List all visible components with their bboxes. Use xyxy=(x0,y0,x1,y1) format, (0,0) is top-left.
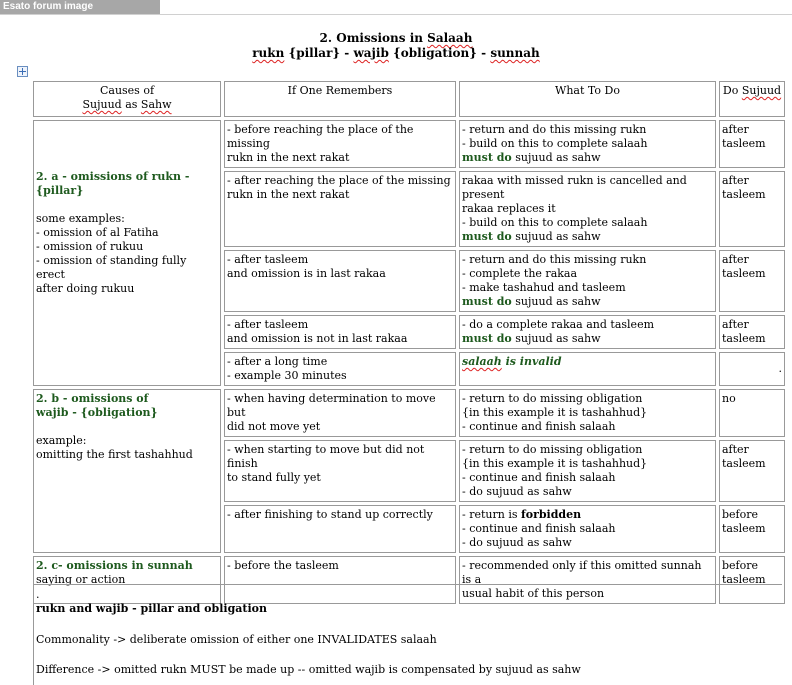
sujuud-cell: before tasleem xyxy=(719,505,785,553)
table-row xyxy=(33,120,785,168)
sujuud-cell: after tasleem xyxy=(719,171,785,247)
notes-section: . rukn and wajib - pillar and obligation Commonality -> deliberate omission of either one INVALIDATES salaah Difference -> omitted rukn MUST be made up -- omitted wajib is compensated by sujuud as sahw xyxy=(33,584,782,685)
sujuud-cell: before tasleem xyxy=(719,556,785,604)
what-cell: - return and do this missing rukn - build on this to complete salaah must do sujuud as sahw xyxy=(459,120,716,168)
sujuud-cell: after tasleem xyxy=(719,315,785,349)
sujuud-cell: after tasleem xyxy=(719,440,785,502)
what-cell: - return to do missing obligation {in this example it is tashahhud} - continue and finish salaah xyxy=(459,389,716,437)
when-cell: - after tasleem and omission is not in last rakaa xyxy=(224,315,456,349)
header-what-to-do: What To Do xyxy=(459,81,716,117)
banner-divider xyxy=(0,14,792,15)
table-row xyxy=(33,389,785,437)
when-cell: - after tasleem and omission is in last rakaa xyxy=(224,250,456,312)
sujuud-cell: . xyxy=(719,352,785,386)
header-if-remembers: If One Remembers xyxy=(224,81,456,117)
when-cell: - after reaching the place of the missing rukn in the next rakat xyxy=(224,171,456,247)
page-title: 2. Omissions in Salaah rukn {pillar} - wajib {obligation} - sunnah xyxy=(252,31,540,60)
when-cell: - after a long time - example 30 minutes xyxy=(224,352,456,386)
what-cell: - do a complete rakaa and tasleem must do sujuud as sahw xyxy=(459,315,716,349)
notes-commonality: Commonality -> deliberate omission of either one INVALIDATES salaah xyxy=(36,633,437,646)
notes-heading: rukn and wajib - pillar and obligation xyxy=(36,602,267,615)
sujuud-cell: after tasleem xyxy=(719,250,785,312)
forum-banner: Esato forum image www.esato.com xyxy=(0,0,160,14)
when-cell: - after finishing to stand up correctly xyxy=(224,505,456,553)
table-move-handle-icon[interactable] xyxy=(17,66,28,77)
table-header-row xyxy=(33,81,785,117)
notes-difference: Difference -> omitted rukn MUST be made up -- omitted wajib is compensated by sujuud as sahw xyxy=(36,663,581,676)
header-causes: Causes of Sujuud as Sahw xyxy=(33,81,221,117)
when-cell: - when starting to move but did not finish to stand fully yet xyxy=(224,440,456,502)
when-cell: - when having determination to move but did not move yet xyxy=(224,389,456,437)
what-cell: - return to do missing obligation {in this example it is tashahhud} - continue and finish salaah - do sujuud as sahw xyxy=(459,440,716,502)
section-a-cell: 2. a - omissions of rukn - {pillar} some examples: - omission of al Fatiha - omission of rukuu - omission of standing fully erect after doing rukuu xyxy=(33,120,221,386)
when-cell: - before reaching the place of the missing rukn in the next rakat xyxy=(224,120,456,168)
what-cell: - return is forbidden - continue and finish salaah - do sujuud as sahw xyxy=(459,505,716,553)
what-cell: salaah is invalid xyxy=(459,352,716,386)
section-c-cell: 2. c- omissions in sunnah saying or action xyxy=(33,556,221,604)
section-b-cell: 2. b - omissions of wajib - {obligation} example: omitting the first tashahhud xyxy=(33,389,221,553)
header-do-sujuud: Do Sujuud xyxy=(719,81,785,117)
what-cell: rakaa with missed rukn is cancelled and present rakaa replaces it - build on this to complete salaah must do sujuud as sahw xyxy=(459,171,716,247)
what-cell: - return and do this missing rukn - complete the rakaa - make tashahud and tasleem must do sujuud as sahw xyxy=(459,250,716,312)
when-cell: - before the tasleem xyxy=(224,556,456,604)
sujuud-cell: no xyxy=(719,389,785,437)
omissions-table xyxy=(30,78,788,607)
sujuud-cell: after tasleem xyxy=(719,120,785,168)
what-cell: - recommended only if this omitted sunnah is a usual habit of this person xyxy=(459,556,716,604)
